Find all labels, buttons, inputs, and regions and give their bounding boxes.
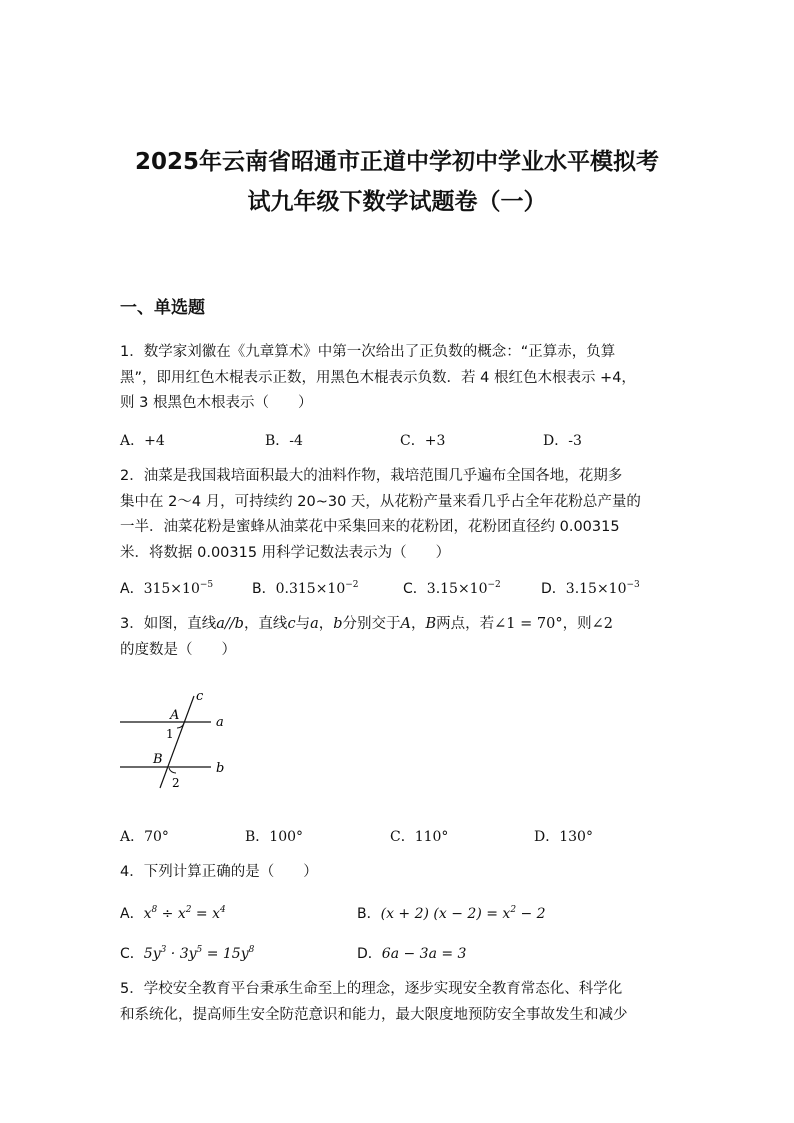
question-1-line-2: 黑”，即用红色木棍表示正数，用黑色木棍表示负数．若 4 根红色木根表示 +4， [120, 369, 636, 386]
question-4-option-c: C．$5y^3 \cdot 3y^5 = 15y^8$ [120, 945, 255, 962]
question-3 [120, 612, 700, 663]
question-2-line-4: 米．将数据 0.00315 用科学记数法表示为（ ） [120, 544, 451, 561]
label-c: c [196, 689, 204, 704]
question-1-option-d: D．-3 [543, 433, 582, 449]
section-heading: 一、单选题 [120, 298, 205, 318]
question-1-option-a: A．+4 [120, 433, 165, 449]
label-a: a [216, 715, 224, 730]
question-2-line-3: 一半．油菜花粉是蜜蜂从油菜花中采集回来的花粉团，花粉团直径约 0.00315 [120, 519, 620, 535]
question-5 [120, 977, 680, 1028]
angle-2-arc [169, 768, 176, 773]
question-5-line-1: 5．学校安全教育平台秉承生命至上的理念，逐步实现安全教育常态化、科学化 [120, 981, 623, 997]
question-4-option-b: B．(x + 2) $(x - 2) = x^2 - 2$ [357, 905, 546, 922]
question-3-option-a: A．70° [120, 829, 169, 845]
question-3-line-1: 3．如图，直线a//b，直线c与a，b分别交于A，B两点，若∠1 = 70°，则∠2 [120, 616, 613, 632]
label-point-a: A [170, 708, 180, 723]
question-3-line-2: 的度数是（ ） [120, 641, 236, 658]
question-2-option-b: B．$0.315\times 10^{-2}$ [252, 580, 359, 597]
parallel-lines-diagram [115, 686, 245, 796]
question-2-line-1: 2．油菜是我国栽培面积最大的油料作物，栽培范围几乎遍布全国各地，花期多 [120, 468, 623, 484]
question-4-option-d: D．6a − 3a = 3 [357, 946, 467, 962]
label-point-b: B [153, 752, 163, 767]
exam-title-line-1: 2025年云南省昭通市正道中学初中学业水平模拟考 [134, 149, 659, 175]
question-4 [120, 860, 680, 886]
parallel-lines-figure [115, 686, 245, 800]
question-1-line-1: 1．数学家刘徽在《九章算术》中第一次给出了正负数的概念：“正算赤，负算 [120, 344, 616, 360]
question-5-line-2: 和系统化，提高师生安全防范意识和能力，最大限度地预防安全事故发生和减少 [120, 1006, 628, 1023]
label-b: b [216, 761, 225, 776]
question-4-option-a: A．$x^8 \div x^2 = x^4$ [120, 905, 226, 922]
exam-title-line-2: 试九年级下数学试题卷（一） [247, 189, 547, 215]
question-3-option-b: B．100° [245, 829, 304, 845]
label-angle-1: 1 [166, 727, 174, 741]
question-1 [120, 340, 680, 417]
question-2-option-d: D．$3.15\times 10^{-3}$ [541, 580, 640, 597]
question-2-option-a: A．$315\times 10^{-5}$ [120, 580, 214, 597]
label-angle-2: 2 [172, 776, 180, 790]
question-1-option-b: B．-4 [265, 433, 303, 449]
question-1-line-3: 则 3 根黑色木根表示（ ） [120, 395, 313, 411]
question-1-option-c: C．+3 [400, 433, 446, 449]
question-3-option-c: C．110° [390, 829, 449, 845]
question-3-option-d: D．130° [534, 829, 593, 845]
question-4-stem: 4．下列计算正确的是（ ） [120, 864, 318, 880]
question-2-line-2: 集中在 2～4 月，可持续约 20~30 天，从花粉产量来看几乎占全年花粉总产量的 [120, 493, 641, 510]
question-2 [120, 464, 680, 566]
question-2-option-c: C．$3.15\times 10^{-2}$ [403, 580, 501, 597]
